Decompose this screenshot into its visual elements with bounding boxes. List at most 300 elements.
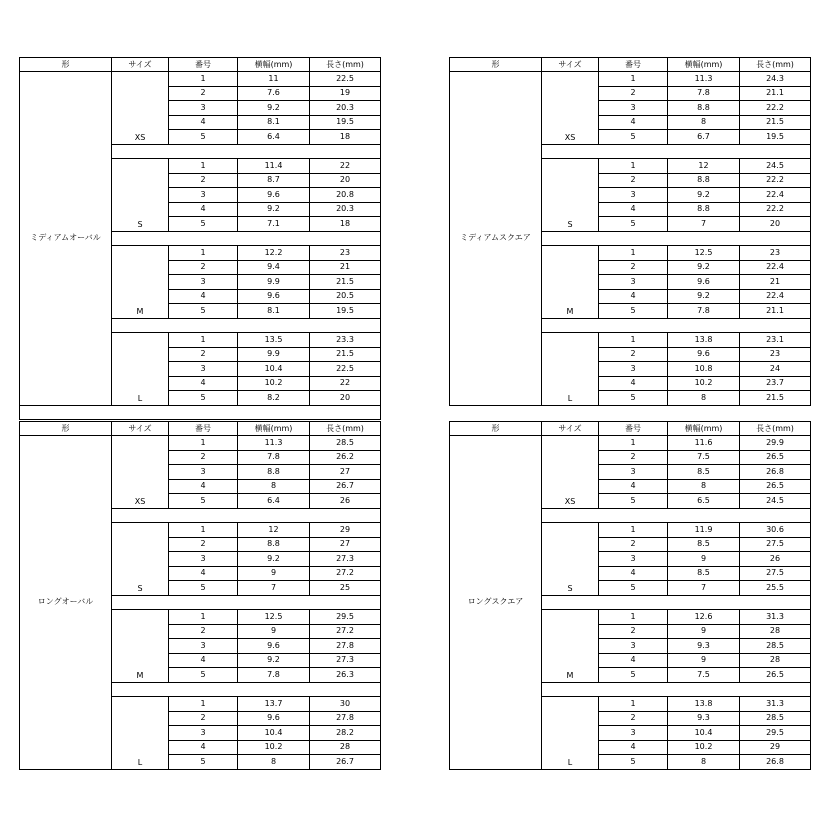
width-cell: 9.3 [668, 711, 740, 726]
number-cell: 1 [599, 333, 668, 348]
number-cell: 2 [169, 450, 238, 465]
number-cell: 2 [599, 624, 668, 639]
number-cell: 4 [599, 566, 668, 581]
length-cell: 20 [740, 217, 811, 232]
table-row [450, 72, 811, 87]
header-width: 横幅(mm) [668, 422, 740, 436]
number-cell: 5 [169, 755, 238, 770]
length-cell: 22.2 [740, 173, 811, 188]
length-cell: 29 [310, 523, 381, 538]
length-cell: 31.3 [740, 610, 811, 625]
width-cell: 9.2 [668, 289, 740, 304]
length-cell: 28 [310, 740, 381, 755]
length-cell: 28 [740, 624, 811, 639]
width-cell: 9.2 [238, 101, 310, 116]
gap-row [20, 405, 381, 420]
size-label: S [542, 159, 599, 232]
length-cell: 23.1 [740, 333, 811, 348]
number-cell: 3 [169, 275, 238, 290]
length-cell: 22.4 [740, 188, 811, 203]
length-cell: 27.5 [740, 537, 811, 552]
length-cell: 30 [310, 697, 381, 712]
number-cell: 4 [169, 376, 238, 391]
header-row [20, 422, 381, 436]
length-cell: 24.5 [740, 159, 811, 174]
width-cell: 7.5 [668, 668, 740, 683]
length-cell: 26.5 [740, 479, 811, 494]
width-cell: 13.8 [668, 697, 740, 712]
header-width: 横幅(mm) [238, 58, 310, 72]
number-cell: 4 [169, 653, 238, 668]
size-label: L [112, 697, 169, 770]
width-cell: 9.4 [238, 260, 310, 275]
length-cell: 26.3 [310, 668, 381, 683]
size-label: L [542, 333, 599, 406]
width-cell: 9 [668, 653, 740, 668]
header-length: 長さ(mm) [310, 58, 381, 72]
width-cell: 9.2 [668, 188, 740, 203]
shape-label: ミディアムオーバル [20, 72, 112, 406]
number-cell: 1 [169, 436, 238, 451]
length-cell: 26.7 [310, 755, 381, 770]
length-cell: 29.5 [310, 610, 381, 625]
width-cell: 8.8 [668, 202, 740, 217]
size-label: S [542, 523, 599, 596]
number-cell: 5 [169, 217, 238, 232]
size-label: M [542, 246, 599, 319]
number-cell: 2 [169, 624, 238, 639]
shape-label: ロングスクエア [450, 436, 542, 770]
number-cell: 5 [599, 304, 668, 319]
header-number: 番号 [599, 422, 668, 436]
number-cell: 3 [169, 639, 238, 654]
number-cell: 4 [599, 653, 668, 668]
header-size: サイズ [112, 422, 169, 436]
number-cell: 1 [599, 436, 668, 451]
length-cell: 27.5 [740, 566, 811, 581]
size-label: M [112, 246, 169, 319]
width-cell: 8 [668, 115, 740, 130]
width-cell: 6.4 [238, 494, 310, 509]
length-cell: 27 [310, 465, 381, 480]
width-cell: 7 [668, 217, 740, 232]
number-cell: 3 [599, 465, 668, 480]
length-cell: 20.3 [310, 101, 381, 116]
length-cell: 20 [310, 391, 381, 406]
header-row [450, 422, 811, 436]
width-cell: 8 [238, 479, 310, 494]
width-cell: 11 [238, 72, 310, 87]
size-label: XS [112, 72, 169, 145]
header-width: 横幅(mm) [238, 422, 310, 436]
header-size: サイズ [112, 58, 169, 72]
number-cell: 1 [169, 610, 238, 625]
separator-cell [112, 682, 381, 697]
number-cell: 4 [169, 740, 238, 755]
number-cell: 3 [599, 101, 668, 116]
length-cell: 27.2 [310, 566, 381, 581]
width-cell: 10.4 [238, 726, 310, 741]
length-cell: 19.5 [310, 115, 381, 130]
number-cell: 5 [599, 581, 668, 596]
number-cell: 1 [169, 697, 238, 712]
length-cell: 21.5 [310, 275, 381, 290]
width-cell: 6.4 [238, 130, 310, 145]
number-cell: 2 [599, 173, 668, 188]
size-label: L [542, 697, 599, 770]
size-label: XS [542, 436, 599, 509]
width-cell: 8.8 [238, 537, 310, 552]
header-width: 横幅(mm) [668, 58, 740, 72]
number-cell: 1 [169, 523, 238, 538]
width-cell: 7.5 [668, 450, 740, 465]
length-cell: 28.5 [740, 711, 811, 726]
number-cell: 1 [599, 610, 668, 625]
width-cell: 10.2 [668, 376, 740, 391]
length-cell: 22.5 [310, 72, 381, 87]
header-shape: 形 [20, 58, 112, 72]
width-cell: 8 [668, 479, 740, 494]
number-cell: 1 [599, 523, 668, 538]
width-cell: 9 [668, 624, 740, 639]
size-table-long-oval [19, 421, 381, 770]
separator-cell [112, 508, 381, 523]
length-cell: 25.5 [740, 581, 811, 596]
length-cell: 28 [740, 653, 811, 668]
number-cell: 3 [599, 362, 668, 377]
header-row [20, 58, 381, 72]
length-cell: 29.5 [740, 726, 811, 741]
length-cell: 22 [310, 376, 381, 391]
header-number: 番号 [599, 58, 668, 72]
length-cell: 27.8 [310, 711, 381, 726]
length-cell: 20.3 [310, 202, 381, 217]
width-cell: 10.4 [668, 726, 740, 741]
number-cell: 5 [599, 755, 668, 770]
width-cell: 9.6 [238, 639, 310, 654]
length-cell: 18 [310, 130, 381, 145]
length-cell: 24.3 [740, 72, 811, 87]
width-cell: 11.3 [238, 436, 310, 451]
number-cell: 1 [599, 697, 668, 712]
length-cell: 27.3 [310, 653, 381, 668]
size-table-medium-square [449, 57, 811, 406]
length-cell: 21.1 [740, 304, 811, 319]
number-cell: 3 [169, 188, 238, 203]
size-label: L [112, 333, 169, 406]
number-cell: 3 [599, 552, 668, 567]
shape-label: ミディアムスクエア [450, 72, 542, 406]
number-cell: 5 [169, 130, 238, 145]
width-cell: 8.5 [668, 465, 740, 480]
width-cell: 6.7 [668, 130, 740, 145]
length-cell: 22.4 [740, 289, 811, 304]
number-cell: 4 [169, 479, 238, 494]
width-cell: 9.9 [238, 275, 310, 290]
width-cell: 8.7 [238, 173, 310, 188]
number-cell: 4 [599, 202, 668, 217]
width-cell: 9.2 [668, 260, 740, 275]
length-cell: 19 [310, 86, 381, 101]
number-cell: 2 [169, 347, 238, 362]
width-cell: 12.5 [238, 610, 310, 625]
length-cell: 22.4 [740, 260, 811, 275]
width-cell: 8 [668, 391, 740, 406]
width-cell: 9.6 [668, 275, 740, 290]
length-cell: 28.5 [310, 436, 381, 451]
separator-cell [112, 595, 381, 610]
length-cell: 22.2 [740, 202, 811, 217]
size-label: M [112, 610, 169, 683]
width-cell: 10.8 [668, 362, 740, 377]
number-cell: 4 [169, 289, 238, 304]
width-cell: 7 [238, 581, 310, 596]
separator-cell [112, 231, 381, 246]
size-label: S [112, 159, 169, 232]
width-cell: 9.2 [238, 653, 310, 668]
number-cell: 5 [169, 494, 238, 509]
width-cell: 8.1 [238, 115, 310, 130]
header-number: 番号 [169, 422, 238, 436]
number-cell: 4 [599, 376, 668, 391]
length-cell: 24.5 [740, 494, 811, 509]
number-cell: 5 [599, 217, 668, 232]
gap-cell [20, 405, 381, 420]
length-cell: 23.3 [310, 333, 381, 348]
length-cell: 27.3 [310, 552, 381, 567]
header-size: サイズ [542, 422, 599, 436]
width-cell: 11.6 [668, 436, 740, 451]
separator-cell [542, 508, 811, 523]
header-size: サイズ [542, 58, 599, 72]
size-table-long-square [449, 421, 811, 770]
header-length: 長さ(mm) [740, 422, 811, 436]
length-cell: 26 [310, 494, 381, 509]
number-cell: 2 [599, 450, 668, 465]
size-label: XS [542, 72, 599, 145]
separator-cell [112, 144, 381, 159]
number-cell: 4 [599, 479, 668, 494]
length-cell: 25 [310, 581, 381, 596]
width-cell: 7.6 [238, 86, 310, 101]
width-cell: 7.8 [238, 450, 310, 465]
length-cell: 21.5 [740, 391, 811, 406]
header-shape: 形 [450, 58, 542, 72]
length-cell: 18 [310, 217, 381, 232]
width-cell: 9 [668, 552, 740, 567]
width-cell: 10.4 [238, 362, 310, 377]
size-label: XS [112, 436, 169, 509]
width-cell: 7.8 [238, 668, 310, 683]
width-cell: 6.5 [668, 494, 740, 509]
length-cell: 26.2 [310, 450, 381, 465]
width-cell: 8.1 [238, 304, 310, 319]
width-cell: 9.2 [238, 202, 310, 217]
length-cell: 26.5 [740, 668, 811, 683]
length-cell: 20 [310, 173, 381, 188]
length-cell: 21.1 [740, 86, 811, 101]
number-cell: 3 [169, 552, 238, 567]
number-cell: 1 [169, 72, 238, 87]
number-cell: 3 [169, 101, 238, 116]
number-cell: 4 [169, 566, 238, 581]
length-cell: 28.5 [740, 639, 811, 654]
number-cell: 2 [599, 537, 668, 552]
number-cell: 3 [599, 639, 668, 654]
size-label: M [542, 610, 599, 683]
width-cell: 10.2 [668, 740, 740, 755]
width-cell: 12 [238, 523, 310, 538]
width-cell: 13.7 [238, 697, 310, 712]
width-cell: 7.8 [668, 86, 740, 101]
length-cell: 26.7 [310, 479, 381, 494]
number-cell: 1 [169, 333, 238, 348]
width-cell: 11.3 [668, 72, 740, 87]
number-cell: 2 [599, 86, 668, 101]
number-cell: 5 [599, 668, 668, 683]
length-cell: 31.3 [740, 697, 811, 712]
size-table-medium-oval [19, 57, 381, 420]
length-cell: 26.8 [740, 465, 811, 480]
width-cell: 12.6 [668, 610, 740, 625]
size-label: S [112, 523, 169, 596]
header-row [450, 58, 811, 72]
length-cell: 22.5 [310, 362, 381, 377]
length-cell: 29 [740, 740, 811, 755]
separator-cell [112, 318, 381, 333]
length-cell: 22 [310, 159, 381, 174]
shape-label: ロングオーバル [20, 436, 112, 770]
number-cell: 2 [599, 347, 668, 362]
separator-cell [542, 595, 811, 610]
width-cell: 8.8 [668, 173, 740, 188]
number-cell: 3 [169, 726, 238, 741]
length-cell: 26.8 [740, 755, 811, 770]
number-cell: 4 [169, 115, 238, 130]
length-cell: 27.2 [310, 624, 381, 639]
table-row [20, 436, 381, 451]
length-cell: 21.5 [310, 347, 381, 362]
width-cell: 13.5 [238, 333, 310, 348]
width-cell: 13.8 [668, 333, 740, 348]
separator-cell [542, 318, 811, 333]
number-cell: 5 [599, 130, 668, 145]
width-cell: 8.5 [668, 537, 740, 552]
number-cell: 2 [599, 711, 668, 726]
width-cell: 7.8 [668, 304, 740, 319]
number-cell: 5 [599, 391, 668, 406]
header-length: 長さ(mm) [310, 422, 381, 436]
number-cell: 2 [169, 173, 238, 188]
length-cell: 29.9 [740, 436, 811, 451]
header-shape: 形 [450, 422, 542, 436]
number-cell: 1 [169, 246, 238, 261]
width-cell: 8 [668, 755, 740, 770]
length-cell: 20.5 [310, 289, 381, 304]
number-cell: 1 [169, 159, 238, 174]
length-cell: 19.5 [740, 130, 811, 145]
number-cell: 2 [169, 86, 238, 101]
number-cell: 5 [169, 581, 238, 596]
number-cell: 2 [599, 260, 668, 275]
width-cell: 7.1 [238, 217, 310, 232]
length-cell: 21 [310, 260, 381, 275]
width-cell: 10.2 [238, 740, 310, 755]
width-cell: 12 [668, 159, 740, 174]
length-cell: 21.5 [740, 115, 811, 130]
length-cell: 27 [310, 537, 381, 552]
number-cell: 4 [599, 740, 668, 755]
number-cell: 4 [169, 202, 238, 217]
separator-cell [542, 231, 811, 246]
number-cell: 2 [169, 711, 238, 726]
width-cell: 9.9 [238, 347, 310, 362]
length-cell: 28.2 [310, 726, 381, 741]
width-cell: 9.6 [668, 347, 740, 362]
length-cell: 22.2 [740, 101, 811, 116]
width-cell: 12.5 [668, 246, 740, 261]
width-cell: 11.4 [238, 159, 310, 174]
width-cell: 9 [238, 624, 310, 639]
number-cell: 5 [169, 391, 238, 406]
width-cell: 9 [238, 566, 310, 581]
length-cell: 26 [740, 552, 811, 567]
width-cell: 8.5 [668, 566, 740, 581]
width-cell: 12.2 [238, 246, 310, 261]
width-cell: 7 [668, 581, 740, 596]
separator-cell [542, 682, 811, 697]
number-cell: 3 [599, 275, 668, 290]
length-cell: 24 [740, 362, 811, 377]
table-row [20, 72, 381, 87]
length-cell: 19.5 [310, 304, 381, 319]
width-cell: 8.8 [668, 101, 740, 116]
length-cell: 23.7 [740, 376, 811, 391]
width-cell: 9.3 [668, 639, 740, 654]
number-cell: 1 [599, 72, 668, 87]
number-cell: 5 [599, 494, 668, 509]
number-cell: 2 [169, 260, 238, 275]
number-cell: 2 [169, 537, 238, 552]
width-cell: 10.2 [238, 376, 310, 391]
width-cell: 9.2 [238, 552, 310, 567]
length-cell: 20.8 [310, 188, 381, 203]
width-cell: 9.6 [238, 711, 310, 726]
number-cell: 5 [169, 304, 238, 319]
number-cell: 1 [599, 159, 668, 174]
width-cell: 8.8 [238, 465, 310, 480]
separator-cell [542, 144, 811, 159]
number-cell: 3 [169, 465, 238, 480]
width-cell: 8.2 [238, 391, 310, 406]
header-number: 番号 [169, 58, 238, 72]
length-cell: 21 [740, 275, 811, 290]
number-cell: 4 [599, 289, 668, 304]
length-cell: 23 [740, 347, 811, 362]
width-cell: 9.6 [238, 188, 310, 203]
header-shape: 形 [20, 422, 112, 436]
width-cell: 8 [238, 755, 310, 770]
header-length: 長さ(mm) [740, 58, 811, 72]
length-cell: 30.6 [740, 523, 811, 538]
length-cell: 27.8 [310, 639, 381, 654]
length-cell: 26.5 [740, 450, 811, 465]
number-cell: 5 [169, 668, 238, 683]
table-row [450, 436, 811, 451]
number-cell: 4 [599, 115, 668, 130]
length-cell: 23 [740, 246, 811, 261]
length-cell: 23 [310, 246, 381, 261]
